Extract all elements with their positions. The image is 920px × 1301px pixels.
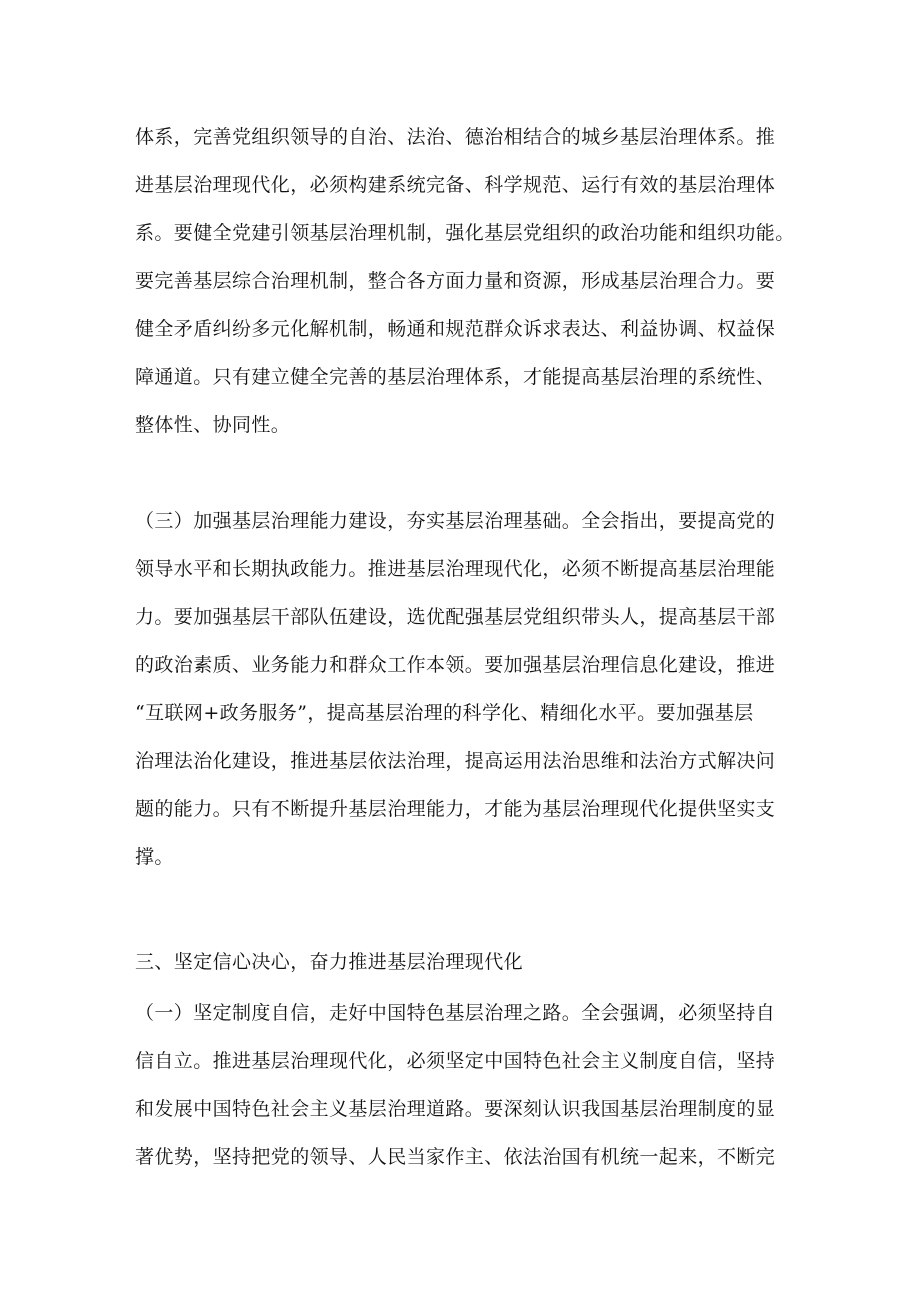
text-line: 撑。 xyxy=(135,846,174,868)
text-line: 题的能力。只有不断提升基层治理能力，才能为基层治理现代化提供坚实支 xyxy=(135,798,776,820)
text-line: 领导水平和长期执政能力。推进基层治理现代化，必须不断提高基层治理能 xyxy=(135,558,776,580)
text-line: 信自立。推进基层治理现代化，必须坚定中国特色社会主义制度自信，坚持 xyxy=(135,1050,776,1072)
text-line: “互联网+政务服务”，提高基层治理的科学化、精细化水平。要加强基层 xyxy=(135,702,754,724)
text-line: 和发展中国特色社会主义基层治理道路。要深刻认识我国基层治理制度的显 xyxy=(135,1098,776,1120)
section-heading: 三、坚定信心决心，奋力推进基层治理现代化 xyxy=(135,951,524,973)
text-line: 力。要加强基层干部队伍建设，选优配强基层党组织带头人，提高基层干部 xyxy=(135,606,776,628)
text-line: 进基层治理现代化，必须构建系统完备、科学规范、运行有效的基层治理体 xyxy=(135,174,776,196)
text-line: 治理法治化建设，推进基层依法治理，提高运用法治思维和法治方式解决问 xyxy=(135,750,776,772)
text-line: 的政治素质、业务能力和群众工作本领。要加强基层治理信息化建设，推进 xyxy=(135,654,776,676)
text-line: 健全矛盾纠纷多元化解机制，畅通和规范群众诉求表达、利益协调、权益保 xyxy=(135,318,776,340)
text-line: 障通道。只有建立健全完善的基层治理体系，才能提高基层治理的系统性、 xyxy=(135,366,776,388)
text-line: 整体性、协同性。 xyxy=(135,414,291,436)
text-line: 体系，完善党组织领导的自治、法治、德治相结合的城乡基层治理体系。推 xyxy=(135,126,776,148)
text-line: 要完善基层综合治理机制，整合各方面力量和资源，形成基层治理合力。要 xyxy=(135,270,776,292)
text-line: （三）加强基层治理能力建设，夯实基层治理基础。全会指出，要提高党的 xyxy=(135,510,776,532)
text-line: 著优势，坚持把党的领导、人民当家作主、依法治国有机统一起来，不断完 xyxy=(135,1146,776,1168)
text-line: （一）坚定制度自信，走好中国特色基层治理之路。全会强调，必须坚持自 xyxy=(135,1002,776,1024)
text-line: 系。要健全党建引领基层治理机制，强化基层党组织的政治功能和组织功能。 xyxy=(135,222,795,244)
